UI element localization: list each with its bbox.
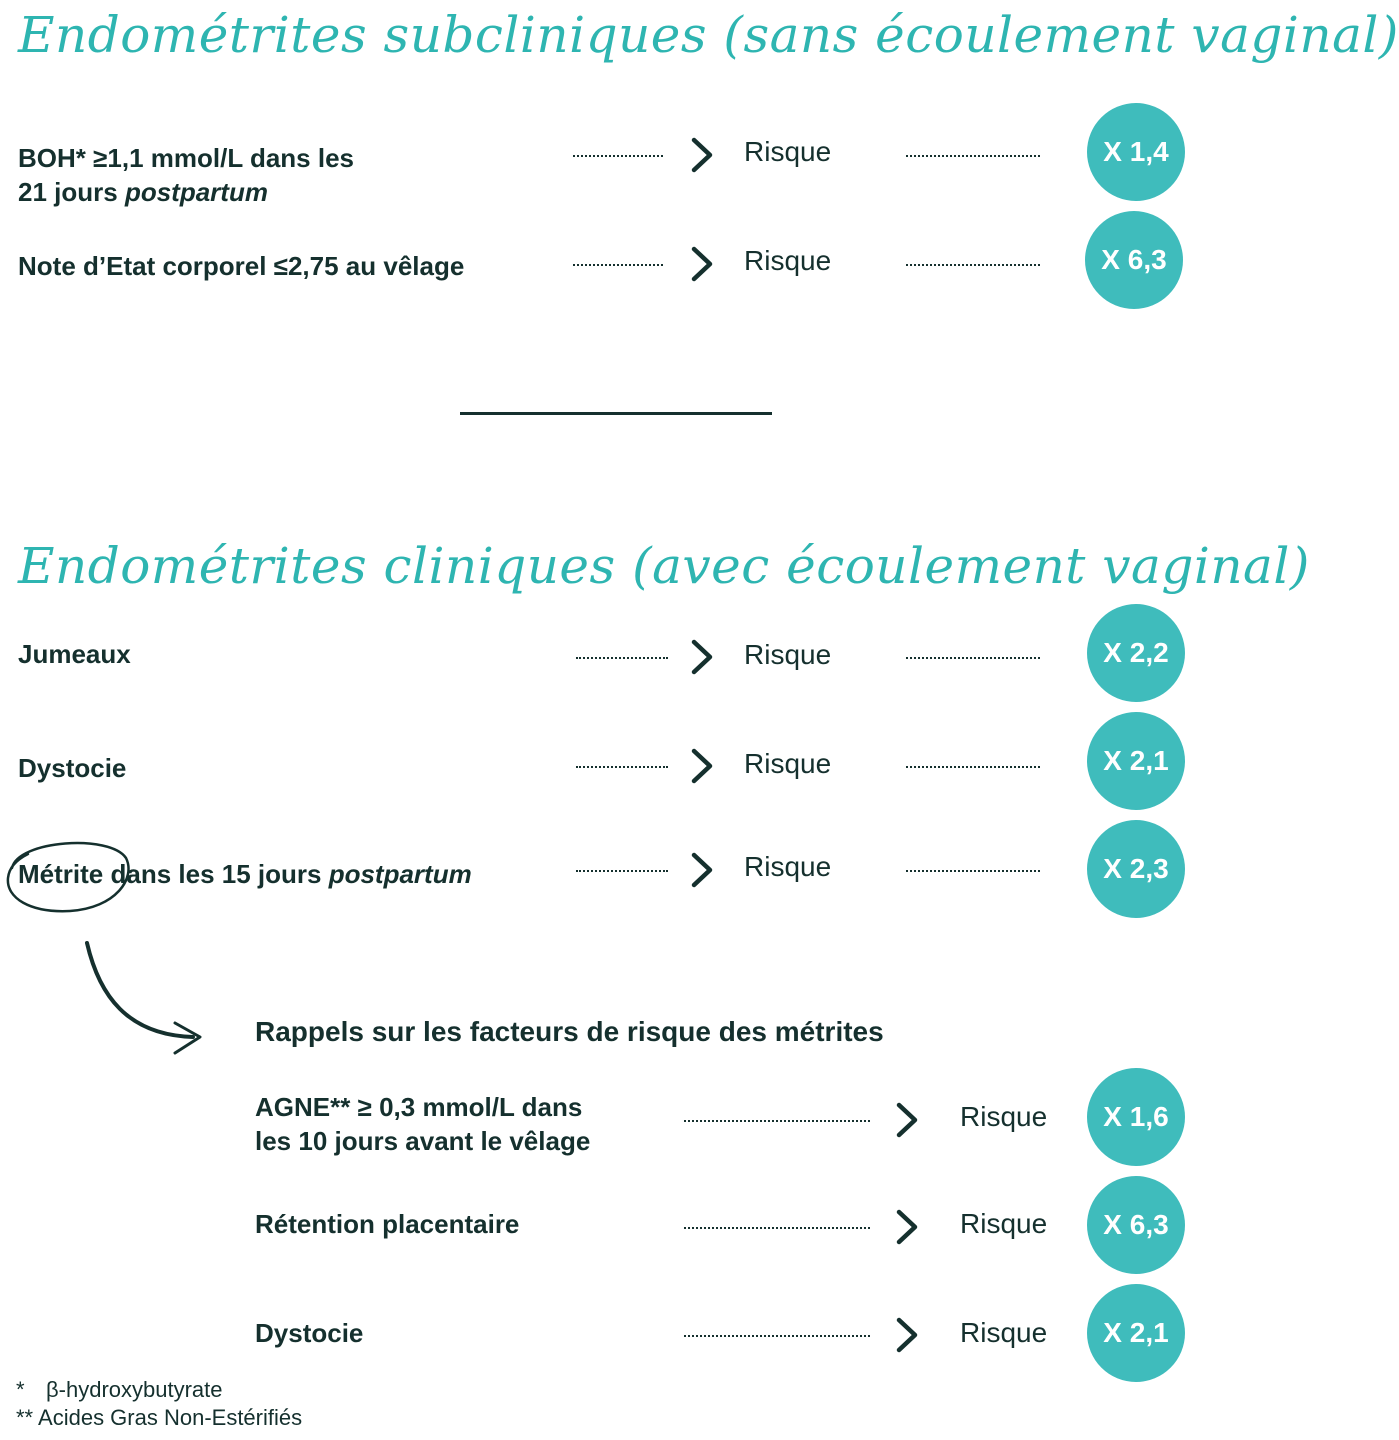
risk-factor-badge: X 1,4: [1087, 103, 1185, 201]
risk-label: Risque: [960, 1101, 1048, 1132]
leader-dots: [576, 657, 668, 659]
section-subclinical-title: Endométrites subcliniques (sans écoulement vaginal): [18, 6, 1399, 64]
row-agne-label-line2: les 10 jours avant le vêlage: [255, 1126, 591, 1156]
leader-dots: [906, 657, 1040, 659]
risk-label: Risque: [744, 748, 832, 779]
risk-factor-badge: X 6,3: [1087, 1176, 1185, 1274]
risk-factor-badge: X 2,3: [1087, 820, 1185, 918]
footnote-text: Acides Gras Non-Estérifiés: [38, 1405, 303, 1430]
leader-dots: [684, 1120, 870, 1122]
footnote: [16, 1405, 302, 1431]
chevron-right-icon: [893, 1316, 921, 1354]
risk-label: Risque: [960, 1317, 1048, 1348]
chevron-right-icon: [893, 1208, 921, 1246]
leader-dots: [906, 264, 1040, 266]
footnote-mark: **: [16, 1405, 34, 1430]
leader-dots: [576, 870, 668, 872]
risk-factor-badge: X 2,1: [1087, 712, 1185, 810]
chevron-right-icon: [688, 851, 716, 889]
risk-label: Risque: [960, 1208, 1048, 1239]
row-agne-label-line1: AGNE** ≥ 0,3 mmol/L dans: [255, 1092, 583, 1122]
leader-dots: [573, 155, 663, 157]
footnote-text: β-hydroxybutyrate: [46, 1377, 223, 1402]
risk-factor-badge: X 6,3: [1085, 211, 1183, 309]
leader-dots: [906, 870, 1040, 872]
section-divider: [460, 412, 772, 415]
leader-dots: [906, 766, 1040, 768]
row-boh-label: [18, 141, 354, 209]
chevron-right-icon: [688, 747, 716, 785]
footnote: [16, 1377, 223, 1403]
risk-label: Risque: [744, 639, 832, 670]
curved-arrow-icon: [75, 935, 215, 1060]
row-boh-label-postpartum: postpartum: [124, 177, 268, 207]
row-retention-label: Rétention placentaire: [255, 1209, 520, 1239]
risk-label: Risque: [744, 245, 832, 276]
row-boh-label-line1: BOH* ≥1,1 mmol/L dans les: [18, 143, 355, 173]
metritis-word: Métrite: [18, 859, 104, 889]
reminders-title: Rappels sur les facteurs de risque des métrites: [255, 1016, 884, 1047]
circle-highlight: [0, 832, 140, 918]
row-twins-label: Jumeaux: [18, 639, 131, 669]
leader-dots: [573, 264, 663, 266]
chevron-right-icon: [688, 136, 716, 174]
leader-dots: [906, 155, 1040, 157]
risk-factor-badge: X 1,6: [1087, 1068, 1185, 1166]
leader-dots: [576, 766, 668, 768]
metritis-postpartum: postpartum: [328, 859, 472, 889]
row-agne-label: [255, 1090, 590, 1158]
risk-factor-badge: X 2,2: [1087, 604, 1185, 702]
chevron-right-icon: [688, 245, 716, 283]
section-clinical-title: Endométrites cliniques (avec écoulement vaginal): [18, 537, 1310, 595]
row-dystocia-label: Dystocie: [18, 753, 127, 783]
row-boh-label-line2: 21 jours: [18, 177, 125, 207]
chevron-right-icon: [688, 638, 716, 676]
row-body-condition-label: Note d’Etat corporel ≤2,75 au vêlage: [18, 251, 465, 281]
risk-label: Risque: [744, 851, 832, 882]
row-reminder-dystocia-label: Dystocie: [255, 1318, 364, 1348]
leader-dots: [684, 1227, 870, 1229]
metritis-suffix: dans les 15 jours: [103, 859, 329, 889]
footnote-mark: *: [16, 1377, 25, 1402]
chevron-right-icon: [893, 1101, 921, 1139]
risk-factor-badge: X 2,1: [1087, 1284, 1185, 1382]
risk-label: Risque: [744, 136, 832, 167]
leader-dots: [684, 1335, 870, 1337]
